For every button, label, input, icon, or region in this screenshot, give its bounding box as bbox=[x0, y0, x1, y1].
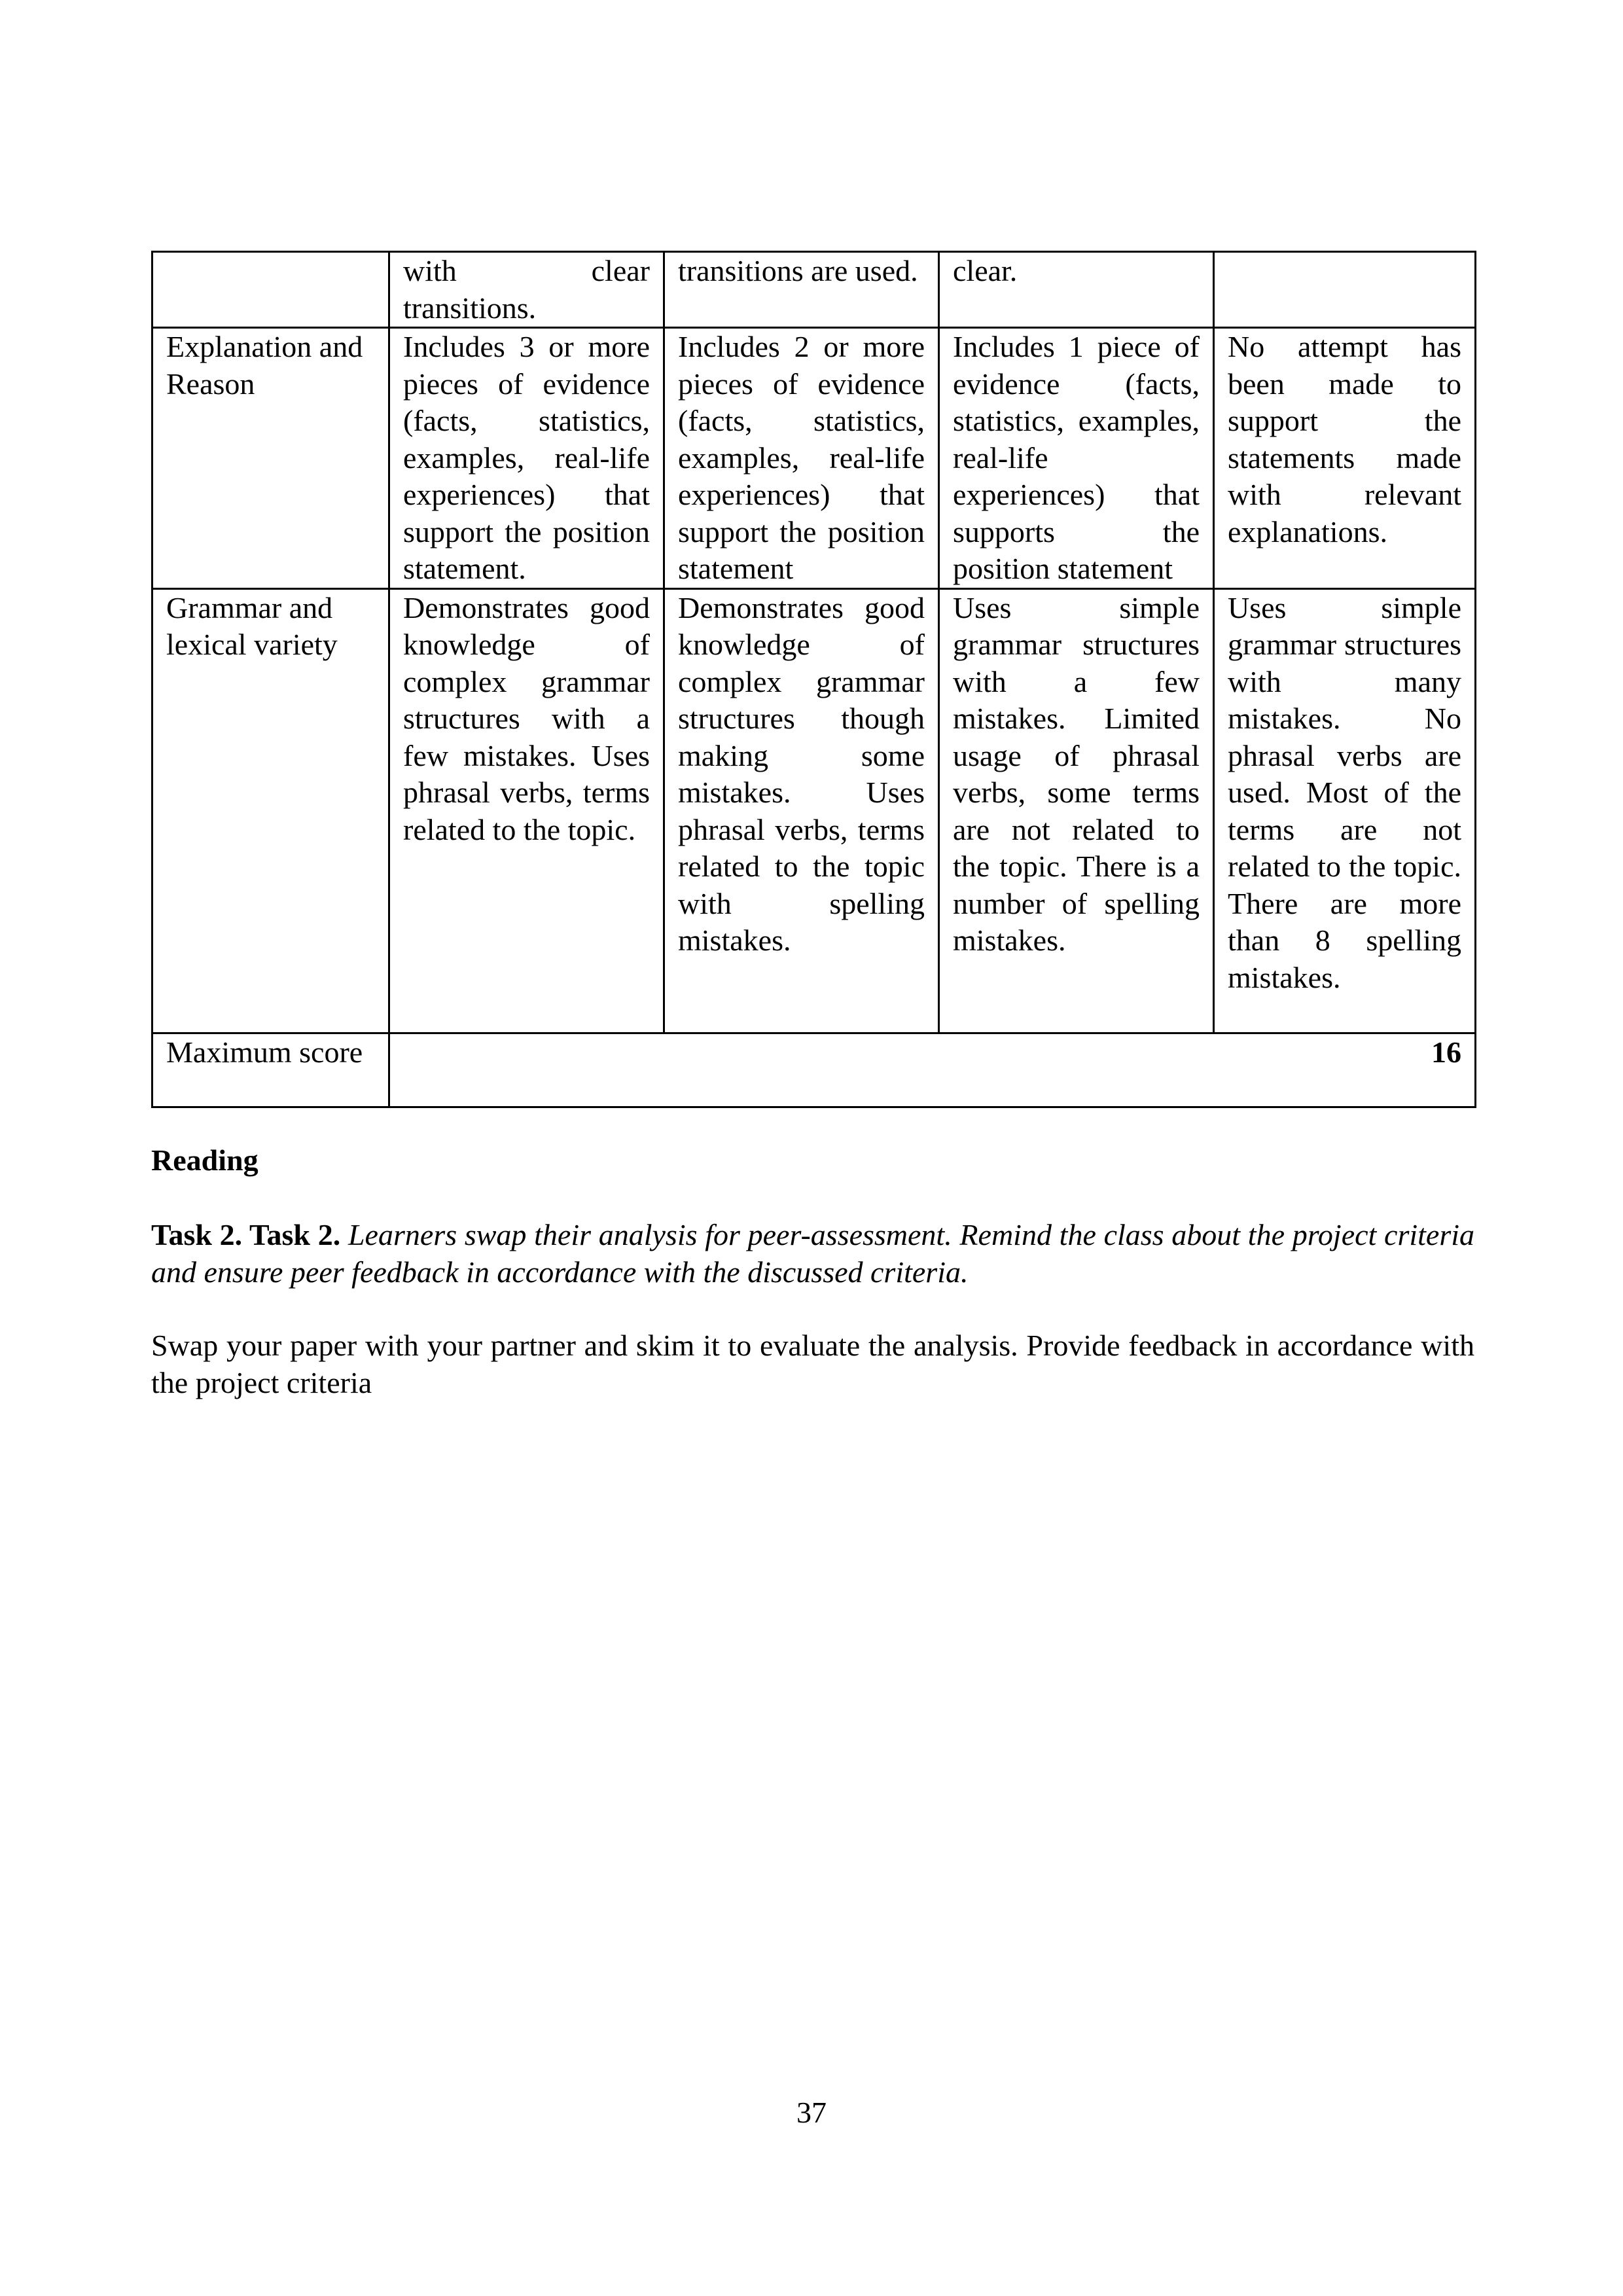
task-instruction: Learners swap their analysis for peer-assessment. Remind the class about the project criteria and ensure peer feedback in accordance with the discussed criteria. bbox=[151, 1218, 1475, 1289]
table-row bbox=[152, 1033, 1476, 1107]
page-number: 37 bbox=[796, 2096, 827, 2129]
descriptor-cell: Includes 2 or more pieces of evidence (facts, statistics, examples, real-life experiences) that support the position statement bbox=[664, 328, 939, 589]
descriptor-cell: with clear transitions. bbox=[389, 252, 664, 328]
task-paragraph bbox=[151, 1216, 1474, 1291]
task-label: Task 2. Task 2. bbox=[151, 1218, 341, 1251]
table-row bbox=[152, 252, 1476, 328]
descriptor-cell: Demonstrates good knowledge of complex grammar structures though making some mistakes. Uses phrasal verbs, terms related to the topic with spelling mistakes. bbox=[664, 588, 939, 1033]
descriptor-cell: clear. bbox=[939, 252, 1214, 328]
descriptor-cell: Uses simple grammar structures with many mistakes. No phrasal verbs are used. Most of the terms are not related to the topic. There are more than 8 spelling mistakes. bbox=[1214, 588, 1476, 1033]
criterion-cell bbox=[152, 252, 389, 328]
descriptor-cell: transitions are used. bbox=[664, 252, 939, 328]
descriptor-cell: Demonstrates good knowledge of complex grammar structures with a few mistakes. Uses phrasal verbs, terms related to the topic. bbox=[389, 588, 664, 1033]
criterion-cell: Grammar and lexical variety bbox=[152, 588, 389, 1033]
section-heading: Reading bbox=[151, 1143, 259, 1177]
descriptor-cell bbox=[1214, 252, 1476, 328]
descriptor-cell: Includes 1 piece of evidence (facts, statistics, examples, real-life experiences) that supports the position statement bbox=[939, 328, 1214, 589]
table-row bbox=[152, 328, 1476, 589]
max-score-label: Maximum score bbox=[152, 1033, 389, 1107]
max-score-value: 16 bbox=[389, 1033, 1476, 1107]
descriptor-cell: Includes 3 or more pieces of evidence (facts, statistics, examples, real-life experiences) that support the position statement. bbox=[389, 328, 664, 589]
descriptor-cell: No attempt has been made to support the statements made with relevant explanations. bbox=[1214, 328, 1476, 589]
student-instruction: Swap your paper with your partner and skim it to evaluate the analysis. Provide feedback in accordance with the project criteria bbox=[151, 1329, 1474, 1399]
table-row bbox=[152, 588, 1476, 1033]
descriptor-cell: Uses simple grammar structures with a few mistakes. Limited usage of phrasal verbs, some terms are not related to the topic. There is a number of spelling mistakes. bbox=[939, 588, 1214, 1033]
criterion-cell: Explanation and Reason bbox=[152, 328, 389, 589]
assessment-rubric-table bbox=[151, 251, 1476, 1108]
